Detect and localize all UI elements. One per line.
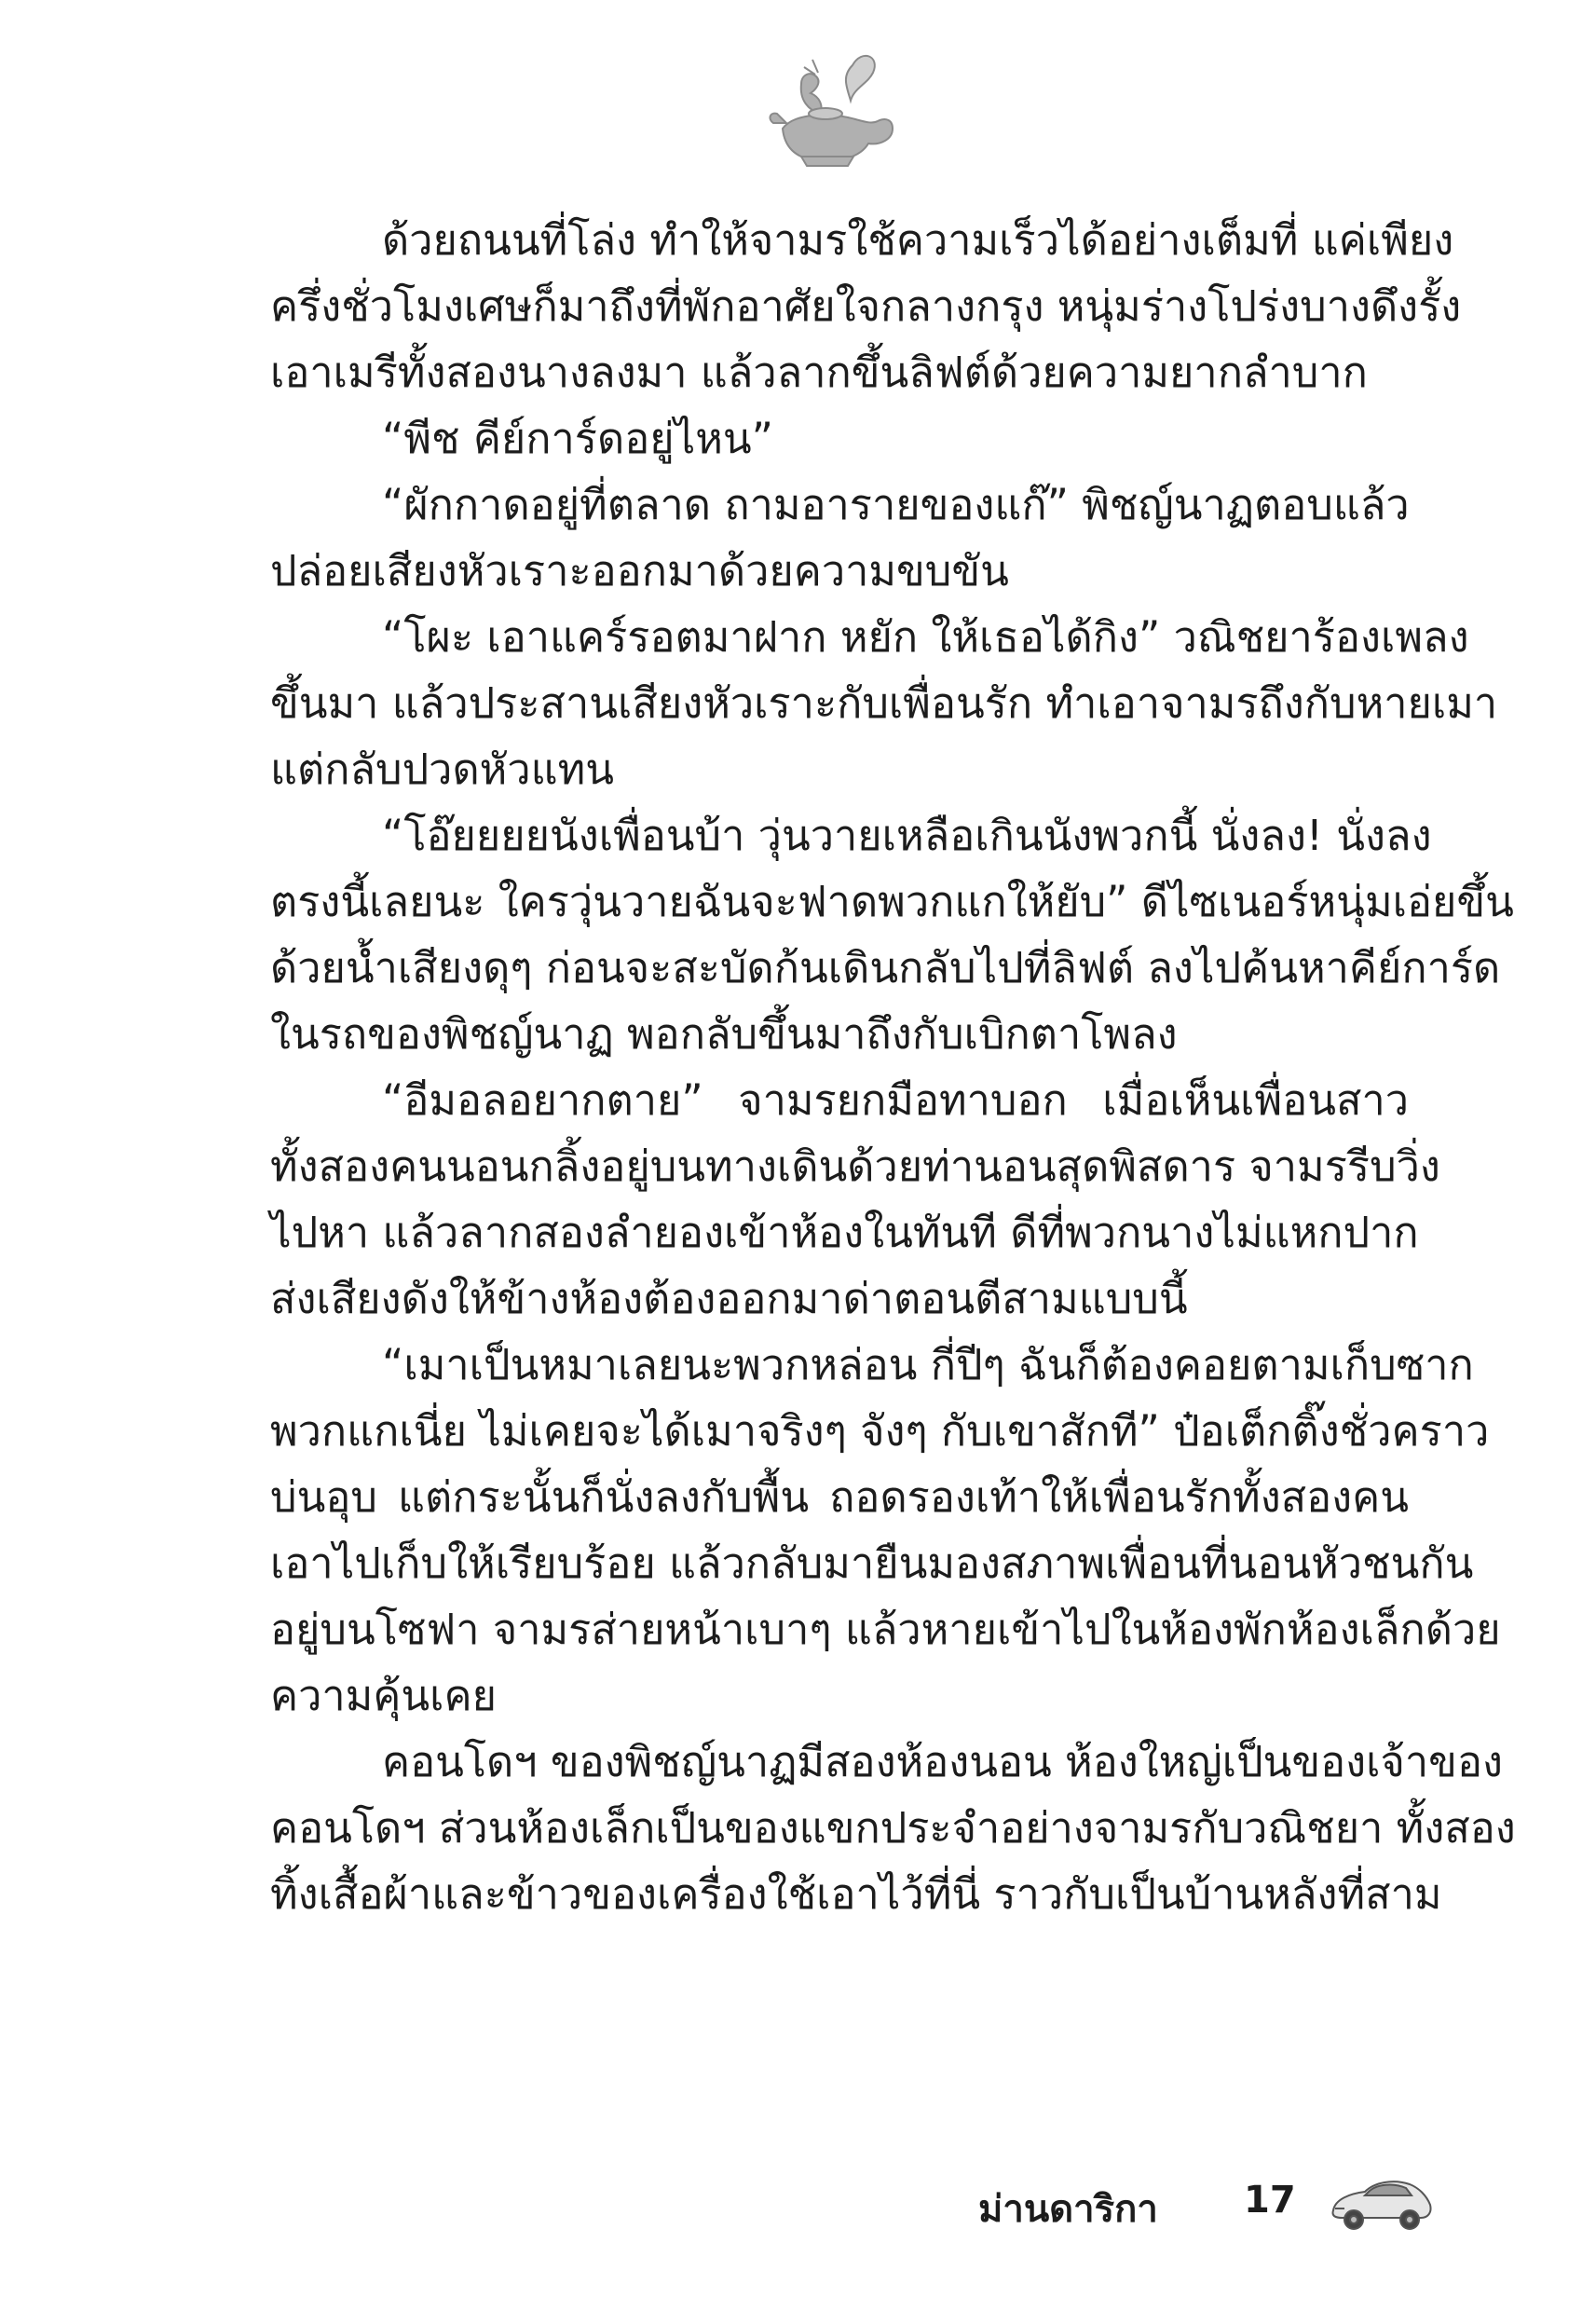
body-text — [270, 207, 1516, 1927]
text-line: ความคุ้นเคย — [270, 1671, 498, 1720]
book-title: ม่านดาริกา — [978, 2188, 1158, 2231]
text-line: ปล่อยเสียงหัวเราะออกมาด้วยความขบขัน — [270, 546, 1009, 595]
text-line: ทิ้งเสื้อผ้าและข้าวของเครื่องใช้เอาไว้ที่นี่ ราวกับเป็นบ้านหลังที่สาม — [270, 1869, 1442, 1919]
text-line: ด้วยถนนที่โล่ง ทำให้จามรใช้ความเร็วได้อย่างเต็มที่ แค่เพียง — [382, 215, 1454, 265]
text-line: “เมาเป็นหมาเลยนะพวกหล่อน กี่ปีๆ ฉันก็ต้องคอยตามเก็บซาก — [382, 1340, 1474, 1389]
text-line: ไปหา แล้วลากสองลำยองเข้าห้องในทันที ดีที่พวกนางไม่แหกปาก — [270, 1208, 1419, 1257]
text-line: ส่งเสียงดังให้ข้างห้องต้องออกมาด่าตอนตีสามแบบนี้ — [270, 1274, 1188, 1323]
text-line: อยู่บนโซฟา จามรส่ายหน้าเบาๆ แล้วหายเข้าไปในห้องพักห้องเล็กด้วย — [270, 1605, 1501, 1654]
text-line: ตรงนี้เลยนะ ใครวุ่นวายฉันจะฟาดพวกแกให้ยับ” ดีไซเนอร์หนุ่มเอ่ยขึ้น — [270, 877, 1514, 926]
text-line: ในรถของพิชญ์นาฏ พอกลับขึ้นมาถึงกับเบิกตาโพลง — [270, 1009, 1178, 1059]
text-line: “โอ๊ยยยยนังเพื่อนบ้า วุ่นวายเหลือเกินนังพวกนี้ นั่งลง! นั่งลง — [382, 811, 1432, 860]
page-footer — [969, 2169, 1435, 2244]
text-line: เอาเมรีทั้งสองนางลงมา แล้วลากขึ้นลิฟต์ด้วยความยากลำบาก — [270, 348, 1368, 397]
genie-lamp-icon — [764, 47, 904, 177]
text-line: ด้วยน้ำเสียงดุๆ ก่อนจะสะบัดก้นเดินกลับไปที่ลิฟต์ ลงไปค้นหาคีย์การ์ด — [270, 943, 1501, 992]
text-line: ทั้งสองคนนอนกลิ้งอยู่บนทางเดินด้วยท่านอนสุดพิสดาร จามรรีบวิ่ง — [270, 1142, 1440, 1191]
text-line: “ผักกาดอยู่ที่ตลาด ถามอารายของแก๊” พิชญ์นาฏตอบแล้ว — [382, 480, 1410, 529]
text-line: คอนโดฯ ของพิชญ์นาฏมีสองห้องนอน ห้องใหญ่เป็นของเจ้าของ — [382, 1737, 1503, 1786]
text-line: “พีช คีย์การ์ดอยู่ไหน” — [382, 414, 773, 463]
text-line: เอาไปเก็บให้เรียบร้อย แล้วกลับมายืนมองสภาพเพื่อนที่นอนหัวชนกัน — [270, 1538, 1474, 1588]
sports-car-icon — [1328, 2169, 1435, 2235]
text-line: “โผะ เอาแคร์รอตมาฝาก หยัก ให้เธอได้กิง” วณิชยาร้องเพลง — [382, 612, 1469, 662]
page-number: 17 — [1244, 2179, 1296, 2222]
text-line: แต่กลับปวดหัวแทน — [270, 745, 615, 794]
text-line: พวกแกเนี่ย ไม่เคยจะได้เมาจริงๆ จังๆ กับเขาสักที” ป๋อเต็กติ๊งชั่วคราว — [270, 1406, 1490, 1456]
text-line: ครึ่งชั่วโมงเศษก็มาถึงที่พักอาศัยใจกลางกรุง หนุ่มร่างโปร่งบางดึงรั้ง — [270, 281, 1462, 331]
text-line: ขึ้นมา แล้วประสานเสียงหัวเราะกับเพื่อนรัก ทำเอาจามรถึงกับหายเมา — [270, 678, 1498, 728]
text-line: คอนโดฯ ส่วนห้องเล็กเป็นของแขกประจำอย่างจามรกับวณิชยา ทั้งสอง — [270, 1803, 1516, 1853]
text-line: บ่นอุบ แต่กระนั้นก็นั่งลงกับพื้น ถอดรองเท้าให้เพื่อนรักทั้งสองคน — [270, 1472, 1409, 1522]
text-line: “อีมอลอยากตาย” จามรยกมือทาบอก เมื่อเห็นเพื่อนสาว — [382, 1075, 1409, 1125]
